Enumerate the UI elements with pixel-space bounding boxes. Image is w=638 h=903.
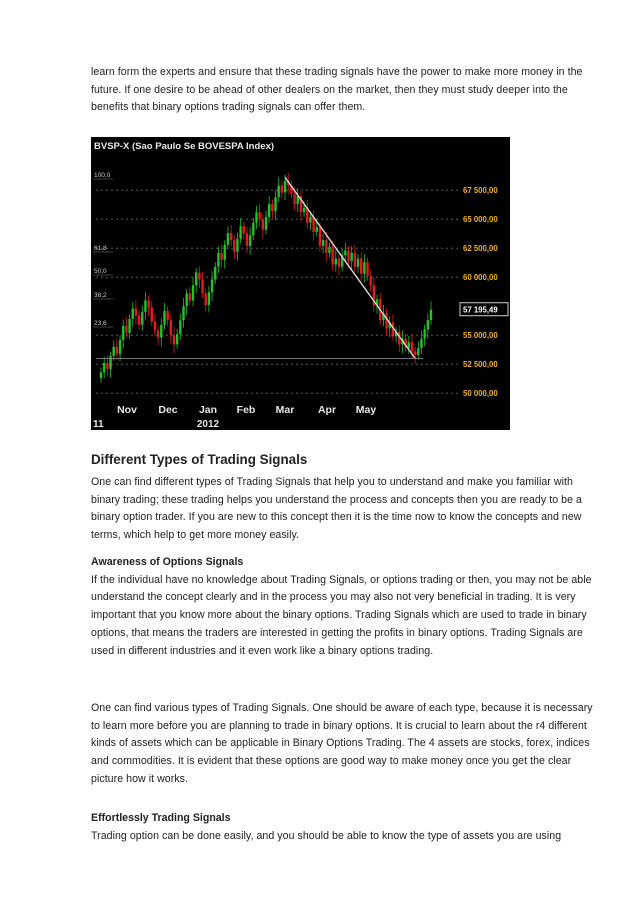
fib-level-label: 23,6 bbox=[94, 320, 107, 327]
candle-body bbox=[201, 280, 203, 294]
candle-body bbox=[122, 326, 124, 340]
candle-body bbox=[233, 240, 235, 252]
candle-body bbox=[411, 342, 413, 351]
candle-body bbox=[347, 251, 349, 261]
candle-body bbox=[281, 186, 283, 193]
candle-body bbox=[176, 334, 178, 344]
candle-body bbox=[335, 259, 337, 265]
section-paragraph: One can find different types of Trading Signals that help you to understand and make you familiar with binary trading; these trading helps you understand the process and concepts then you are ready to be a binary option trader. If you are new to this concept then it is the time now to know the concepts and new terms, which help to get more money easily. bbox=[91, 476, 582, 542]
candle-body bbox=[252, 223, 254, 236]
section-paragraph: One can find various types of Trading Signals. One should be aware of each type, because it is necessary to learn more before you are planning to trade in binary options. It is crucial to learn about the r4 different kinds of assets which can be applicable in Binary Options Trading. The 4 assets are stocks, forex, indices and commodities. It is evident that these options are good way to make money once you get the clear picture how it works. bbox=[91, 702, 593, 785]
candle-body bbox=[103, 363, 105, 372]
candle-body bbox=[258, 212, 260, 219]
fib-level-label: 61,8 bbox=[94, 245, 107, 252]
candle-body bbox=[100, 372, 102, 378]
candle-body bbox=[217, 253, 219, 267]
x-tick-label: Apr bbox=[317, 404, 337, 416]
x-tick-label: Feb bbox=[236, 404, 256, 416]
candle-body bbox=[208, 292, 210, 305]
candle-body bbox=[125, 326, 127, 333]
candle-body bbox=[138, 315, 140, 324]
candle-body bbox=[420, 339, 422, 348]
fib-level-label: 38,2 bbox=[94, 292, 107, 299]
candle-body bbox=[360, 259, 362, 274]
bovespa-chart bbox=[91, 137, 510, 430]
candle-body bbox=[189, 293, 191, 300]
candle-body bbox=[293, 194, 295, 204]
candle-body bbox=[220, 253, 222, 260]
section-different-types bbox=[91, 451, 596, 545]
candle-body bbox=[309, 217, 311, 223]
x-tick-label: Nov bbox=[117, 404, 137, 416]
candle-body bbox=[325, 240, 327, 253]
section-heading: Effortlessly Trading Signals bbox=[91, 812, 231, 824]
fib-level-label: 100,0 bbox=[94, 172, 111, 179]
candle-body bbox=[430, 310, 432, 320]
candle-body bbox=[303, 208, 305, 213]
section-heading: Different Types of Trading Signals bbox=[91, 452, 308, 467]
chart-title: BVSP-X (Sao Paulo Se BOVESPA Index) bbox=[94, 141, 275, 152]
candle-body bbox=[417, 348, 419, 355]
candle-body bbox=[316, 227, 318, 232]
candle-body bbox=[192, 285, 194, 300]
candle-body bbox=[147, 300, 149, 307]
candle-body bbox=[338, 259, 340, 267]
candle-body bbox=[157, 331, 159, 338]
candle-body bbox=[163, 311, 165, 325]
candle-body bbox=[284, 181, 286, 193]
candle-body bbox=[262, 219, 264, 229]
candle-body bbox=[227, 233, 229, 245]
candle-body bbox=[166, 311, 168, 320]
candle-body bbox=[274, 197, 276, 211]
candle-body bbox=[243, 226, 245, 233]
candle-body bbox=[366, 262, 368, 276]
candle-body bbox=[271, 204, 273, 211]
candle-body bbox=[277, 186, 279, 198]
x-tick-label: Mar bbox=[275, 404, 295, 416]
candle-body bbox=[198, 273, 200, 280]
section-various-types bbox=[91, 700, 596, 789]
candle-body bbox=[119, 340, 121, 354]
candle-body bbox=[173, 335, 175, 344]
y-tick-label: 67 500,00 bbox=[463, 186, 498, 196]
candle-body bbox=[331, 247, 333, 264]
candle-body bbox=[135, 309, 137, 316]
candle-body bbox=[423, 329, 425, 338]
x-tick-label: Dec bbox=[158, 404, 178, 416]
candle-body bbox=[414, 351, 416, 354]
y-tick-label: 52 500,00 bbox=[463, 360, 498, 370]
candle-body bbox=[128, 319, 130, 333]
fib-level-label: 50,0 bbox=[94, 268, 107, 275]
current-value-label: 57 195,49 bbox=[463, 305, 498, 315]
candle-body bbox=[205, 293, 207, 305]
candle-body bbox=[328, 247, 330, 253]
candle-body bbox=[344, 251, 346, 256]
y-tick-label: 50 000,00 bbox=[463, 389, 498, 399]
candle-body bbox=[132, 309, 134, 319]
candle-body bbox=[144, 300, 146, 312]
candle-body bbox=[363, 262, 365, 274]
candle-body bbox=[170, 320, 172, 335]
intro-paragraph: learn form the experts and ensure that these trading signals have the power to make more money in the future. If one desire to be ahead of other dealers on the market, then they must study deeper into the benefits that binary options trading signals can offer them. bbox=[91, 66, 583, 114]
candle-body bbox=[236, 239, 238, 252]
candle-body bbox=[211, 280, 213, 293]
candle-body bbox=[230, 233, 232, 240]
x-tick-label: Jan bbox=[198, 404, 218, 416]
section-awareness bbox=[91, 554, 596, 660]
candle-body bbox=[268, 204, 270, 217]
x-sub-label: 2012 bbox=[196, 419, 220, 430]
intro-block bbox=[91, 64, 596, 117]
candle-body bbox=[427, 320, 429, 329]
candle-body bbox=[214, 267, 216, 280]
candle-body bbox=[265, 217, 267, 230]
x-sub-label: 11 bbox=[93, 419, 104, 430]
chart-background bbox=[91, 137, 510, 430]
candle-body bbox=[151, 307, 153, 321]
candle-body bbox=[195, 273, 197, 286]
candle-body bbox=[224, 245, 226, 260]
candle-body bbox=[354, 253, 356, 267]
y-tick-label: 62 500,00 bbox=[463, 244, 498, 254]
candle-body bbox=[112, 347, 114, 356]
candle-body bbox=[357, 259, 359, 267]
x-tick-label: May bbox=[355, 404, 377, 416]
candle-body bbox=[106, 363, 108, 369]
candle-body bbox=[182, 306, 184, 320]
y-tick-label: 60 000,00 bbox=[463, 273, 498, 283]
candle-body bbox=[109, 356, 111, 369]
candle-body bbox=[249, 235, 251, 245]
candle-body bbox=[179, 320, 181, 334]
chart-svg bbox=[91, 137, 510, 430]
y-tick-label: 55 000,00 bbox=[463, 331, 498, 341]
candle-body bbox=[408, 342, 410, 348]
candle-body bbox=[141, 312, 143, 325]
candle-body bbox=[239, 226, 241, 239]
section-effortlessly bbox=[91, 810, 596, 845]
candle-body bbox=[246, 233, 248, 246]
candle-body bbox=[319, 227, 321, 246]
candle-body bbox=[370, 276, 372, 285]
y-tick-label: 65 000,00 bbox=[463, 215, 498, 225]
candle-body bbox=[185, 293, 187, 306]
section-heading: Awareness of Options Signals bbox=[91, 556, 244, 568]
candle-body bbox=[350, 253, 352, 261]
section-paragraph: If the individual have no knowledge about Trading Signals, or options trading or then, you may not be able understand the concept clearly and in the process you may also not very beneficial in trading. It is very important that you know more about the binary options. Trading Signals which are used to trade in binary options, that means the traders are interested in getting the profits in binary options. Trading Signals are used in different industries and it even work like a binary options trading. bbox=[91, 573, 592, 657]
candle-body bbox=[160, 325, 162, 338]
section-paragraph: Trading option can be done easily, and you should be able to know the type of assets you are using bbox=[91, 829, 562, 842]
candle-body bbox=[322, 240, 324, 246]
candle-body bbox=[255, 212, 257, 222]
candle-body bbox=[116, 347, 118, 354]
candle-body bbox=[154, 321, 156, 330]
